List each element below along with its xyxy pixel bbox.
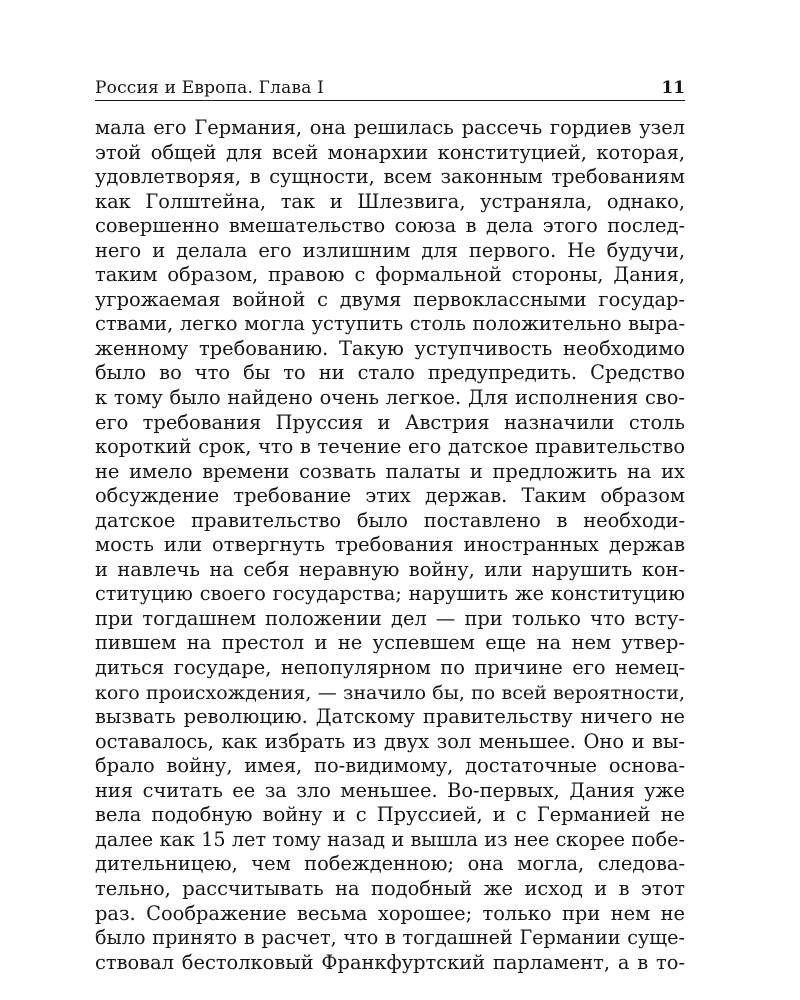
text-line: обсуждение требование этих держав. Таким образом — [95, 484, 685, 508]
body-text — [95, 116, 685, 975]
text-line: брало войну, имея, по-видимому, достаточные основа- — [95, 754, 685, 778]
text-line: него и делала его излишним для первого. Не будучи, — [95, 238, 685, 262]
text-line: тельно, рассчитывать на подобный же исход и в этот — [95, 876, 685, 900]
text-line: ствами, легко могла уступить столь положительно выра- — [95, 312, 685, 336]
text-line: было принято в расчет, что в тогдашней Германии суще- — [95, 926, 685, 950]
text-line: этой общей для всей монархии конституцией, которая, — [95, 140, 685, 164]
text-line: таким образом, правою с формальной стороны, Дания, — [95, 263, 685, 287]
text-line: далее как 15 лет тому назад и вышла из нее скорее побе- — [95, 827, 685, 851]
text-line: кого происхождения, — значило бы, по всей вероятности, — [95, 681, 685, 704]
text-line: удовлетворяя, в сущности, всем законным требованиям — [95, 165, 685, 189]
text-line: датское правительство было поставлено в необходи- — [95, 508, 685, 532]
text-line: оставалось, как избрать из двух зол меньшее. Оно и вы- — [95, 729, 685, 753]
text-line: дительницею, чем побежденною; она могла, следова- — [95, 852, 685, 876]
text-line: мала его Германия, она решилась рассечь гордиев узел — [95, 116, 685, 139]
text-line: короткий срок, что в течение его датское правительство — [95, 435, 685, 459]
text-line: к тому было найдено очень легкое. Для исполнения сво- — [95, 386, 685, 410]
text-line: угрожаемая войной с двумя первоклассными государ- — [95, 287, 685, 311]
page-number: 11 — [661, 78, 685, 98]
chapter-title: Россия и Европа. Глава I — [95, 78, 325, 98]
text-line: его требования Пруссия и Австрия назначили столь — [95, 410, 685, 434]
text-line: вела подобную войну и с Пруссией, и с Германией не — [95, 803, 685, 827]
text-line: и навлечь на себя неравную войну, или нарушить кон- — [95, 557, 685, 581]
text-line: мость или отвергнуть требования иностранных держав — [95, 533, 685, 557]
text-line: женному требованию. Такую уступчивость необходимо — [95, 336, 685, 360]
text-line: ствовал бестолковый Франкфуртский парламент, а в то- — [95, 950, 685, 974]
text-line: при тогдашнем положении дел — при только что всту- — [95, 606, 685, 630]
text-line: как Голштейна, так и Шлезвига, устраняла, однако, — [95, 189, 685, 213]
text-line: было во что бы то ни стало предупредить. Средство — [95, 361, 685, 385]
text-line: ния считать ее за зло меньшее. Во-первых, Дания уже — [95, 778, 685, 802]
text-line: совершенно вмешательство союза в дела этого послед- — [95, 214, 685, 238]
text-line: вызвать революцию. Датскому правительству ничего не — [95, 705, 685, 729]
text-line: раз. Соображение весьма хорошее; только при нем не — [95, 901, 685, 925]
text-line: не имело времени созвать палаты и предложить на их — [95, 459, 685, 483]
running-header — [95, 78, 685, 101]
text-line: пившем на престол и не успевшем еще на нем утвер- — [95, 631, 685, 655]
text-line: диться государе, непопулярном по причине его немец- — [95, 656, 685, 680]
text-line: ституцию своего государства; нарушить же конституцию — [95, 582, 685, 606]
